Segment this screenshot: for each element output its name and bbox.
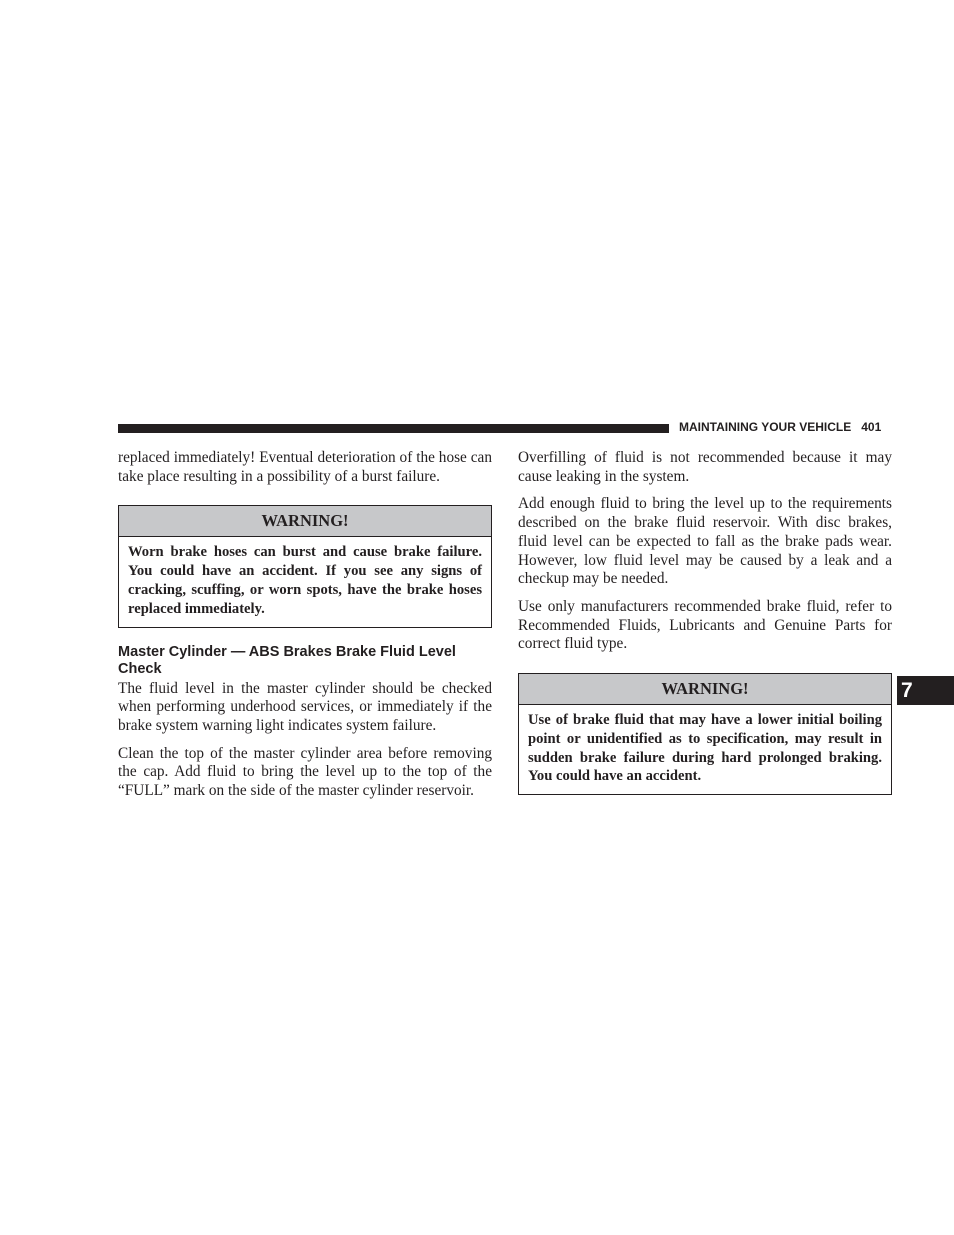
paragraph-fluid-level: The fluid level in the master cylinder should be checked when performing underhood services, or immediately if the brake system warning light indicates system failure.	[118, 679, 492, 734]
page-number: 401	[861, 420, 882, 434]
paragraph-recommended-fluid: Use only manufacturers recommended brake fluid, refer to Recommended Fluids, Lubricants and Genuine Parts for correct fluid type.	[518, 597, 892, 653]
section-heading: Master Cylinder — ABS Brakes Brake Fluid Level Check	[118, 643, 456, 677]
paragraph-add-fluid: Add enough fluid to bring the level up to the requirements described on the brake fluid reservoir. With disc brakes, fluid level can be expected to fall as the brake pads wear. However, low fluid level may be caused by a leak and a checkup may be needed.	[518, 495, 892, 588]
paragraph-clean-top: Clean the top of the master cylinder area before removing the cap. Add fluid to bring the level up to the top of the “FULL” mark on the side of the master cylinder reservoir.	[118, 744, 492, 800]
chapter-tab: 7	[897, 676, 954, 705]
paragraph-overfilling: Overfilling of fluid is not recommended because it may cause leaking in the system.	[518, 449, 892, 485]
warning-body: Use of brake fluid that may have a lower initial boiling point or unidentified as to specification, may result in sudden brake failure during hard prolonged braking. You could have an accident.	[528, 712, 882, 785]
warning-body: Worn brake hoses can burst and cause brake failure. You could have an accident. If you see any signs of cracking, scuffing, or worn spots, have the brake hoses replaced immediately.	[128, 544, 482, 617]
running-header	[679, 420, 891, 434]
section-title: MAINTAINING YOUR VEHICLE	[679, 420, 852, 434]
left-column	[118, 449, 492, 810]
warning-title: WARNING!	[519, 674, 891, 705]
right-column	[518, 449, 892, 811]
warning-box-fluid	[518, 673, 892, 795]
header-rule	[118, 424, 669, 433]
warning-box-hoses	[118, 505, 492, 627]
intro-paragraph: replaced immediately! Eventual deterioration of the hose can take place resulting in a possibility of a burst failure.	[118, 449, 492, 485]
warning-title: WARNING!	[119, 506, 491, 537]
